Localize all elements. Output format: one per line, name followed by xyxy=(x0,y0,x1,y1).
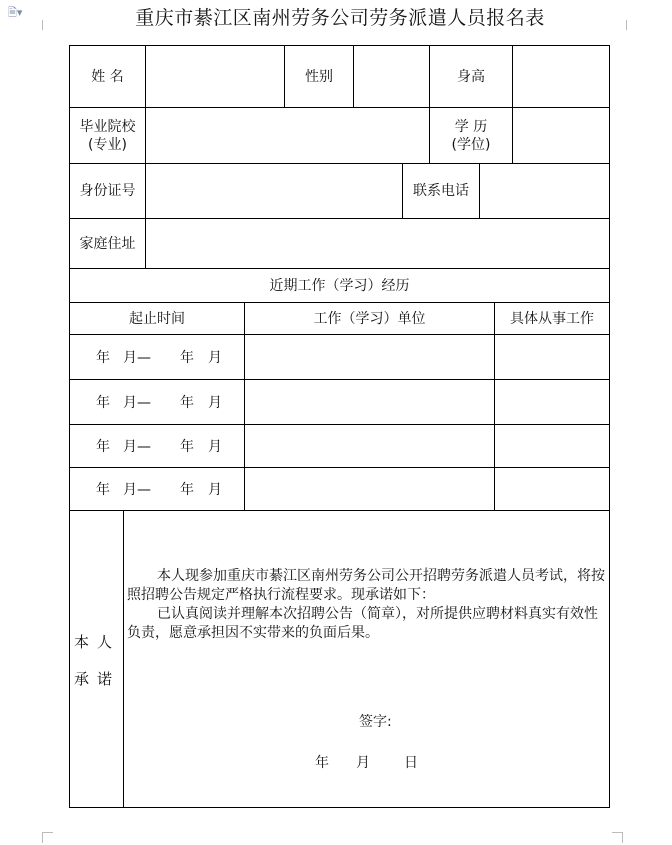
month-start: 月— xyxy=(123,395,151,411)
pledge-paragraph-1: 本人现参加重庆市綦江区南州劳务公司公开招聘劳务派遣人员考试，将按照招聘公告规定严格执行流程要求。现承诺如下： xyxy=(127,568,605,603)
table-line xyxy=(69,807,610,808)
name-field[interactable] xyxy=(146,46,284,107)
phone-field[interactable] xyxy=(480,164,609,218)
height-label: 身高 xyxy=(457,68,485,85)
id-field[interactable] xyxy=(146,164,402,218)
height-field[interactable] xyxy=(513,46,609,107)
month-start: 月— xyxy=(123,439,151,455)
year-start: 年 xyxy=(96,395,110,411)
pledge-label-line2: 承诺 xyxy=(73,670,120,688)
year-start: 年 xyxy=(96,439,110,455)
degree-label xyxy=(430,108,512,163)
table-line xyxy=(123,510,124,807)
date-day: 日 xyxy=(404,755,418,771)
month-start: 月— xyxy=(123,350,151,366)
document-icon: 🗎▾ xyxy=(8,6,23,19)
month-end: 月 xyxy=(208,395,222,411)
signature-field[interactable] xyxy=(404,711,554,731)
year-end: 年 xyxy=(180,395,194,411)
school-field[interactable] xyxy=(146,108,429,163)
year-end: 年 xyxy=(180,439,194,455)
col-unit: 工作（学习）单位 xyxy=(313,310,426,327)
gender-label: 性别 xyxy=(305,68,333,85)
month-end: 月 xyxy=(208,439,222,455)
crop-mark xyxy=(42,832,53,843)
table-row[interactable] xyxy=(70,425,244,467)
form-title: 重庆市綦江区南州劳务公司劳务派遣人员报名表 xyxy=(135,7,545,29)
school-label xyxy=(70,108,145,163)
experience-header: 近期工作（学习）经历 xyxy=(269,277,410,294)
gender-field[interactable] xyxy=(354,46,429,107)
school-label-line2: (专业) xyxy=(88,136,127,153)
year-start: 年 xyxy=(96,482,110,498)
phone-label: 联系电话 xyxy=(413,183,469,199)
signature-label: 签字: xyxy=(359,714,392,730)
address-field[interactable] xyxy=(146,219,609,268)
month-start: 月— xyxy=(123,482,151,498)
degree-field[interactable] xyxy=(513,108,609,163)
degree-label-line2: (学位) xyxy=(451,136,491,153)
school-label-line1: 毕业院校 xyxy=(79,118,136,135)
year-end: 年 xyxy=(180,350,194,366)
date-year: 年 xyxy=(315,755,329,771)
year-end: 年 xyxy=(180,482,194,498)
table-row[interactable] xyxy=(70,335,244,379)
date-month: 月 xyxy=(356,755,370,771)
month-end: 月 xyxy=(208,482,222,498)
pledge-text xyxy=(127,567,609,643)
month-end: 月 xyxy=(208,350,222,366)
col-duty: 具体从事工作 xyxy=(510,310,594,327)
table-row[interactable] xyxy=(70,468,244,510)
table-line xyxy=(609,45,610,808)
col-period: 起止时间 xyxy=(129,310,185,327)
pledge-label-line1: 本人 xyxy=(73,633,120,651)
table-row[interactable] xyxy=(70,380,244,424)
degree-label-line1: 学 历 xyxy=(454,118,488,135)
id-label: 身份证号 xyxy=(79,183,136,199)
name-label: 姓 名 xyxy=(91,68,124,85)
crop-mark xyxy=(612,832,623,843)
pledge-paragraph-2: 已认真阅读并理解本次招聘公告（简章），对所提供应聘材料真实有效性负责，愿意承担因不实带来的负面后果。 xyxy=(127,606,598,641)
address-label: 家庭住址 xyxy=(79,235,136,252)
table-line xyxy=(69,510,610,511)
year-start: 年 xyxy=(96,350,110,366)
